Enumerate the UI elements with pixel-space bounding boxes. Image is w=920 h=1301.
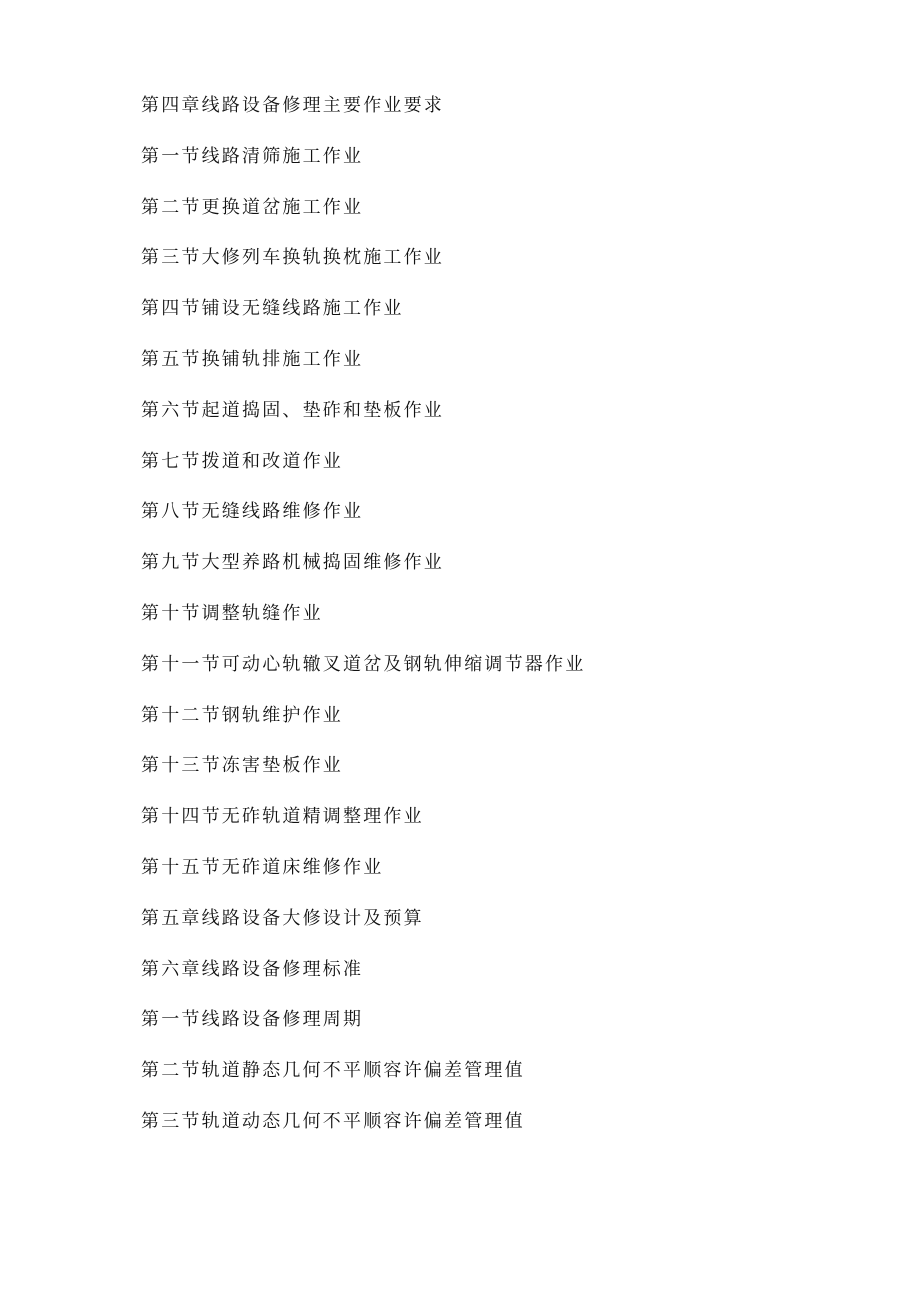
toc-item: 第十节调整轨缝作业 — [141, 602, 323, 624]
toc-item: 第一节线路设备修理周期 — [141, 1009, 364, 1031]
toc-item: 第九节大型养路机械捣固维修作业 — [141, 552, 444, 574]
toc-item: 第三节大修列车换轨换枕施工作业 — [141, 247, 444, 269]
toc-item: 第十一节可动心轨辙叉道岔及钢轨伸缩调节器作业 — [141, 653, 586, 675]
toc-item: 第十四节无砟轨道精调整理作业 — [141, 806, 424, 828]
toc-item: 第十三节冻害垫板作业 — [141, 755, 343, 777]
toc-item: 第五章线路设备大修设计及预算 — [141, 907, 424, 929]
toc-item: 第五节换铺轨排施工作业 — [141, 348, 364, 370]
toc-item: 第三节轨道动态几何不平顺容许偏差管理值 — [141, 1110, 525, 1132]
toc-item: 第四节铺设无缝线路施工作业 — [141, 298, 404, 320]
toc-item: 第六节起道捣固、垫砟和垫板作业 — [141, 399, 444, 421]
toc-item: 第二节轨道静态几何不平顺容许偏差管理值 — [141, 1060, 525, 1082]
toc-item: 第六章线路设备修理标准 — [141, 958, 364, 980]
table-of-contents — [141, 92, 585, 1159]
toc-item: 第八节无缝线路维修作业 — [141, 501, 364, 523]
toc-item: 第四章线路设备修理主要作业要求 — [141, 95, 444, 116]
toc-item: 第二节更换道岔施工作业 — [141, 196, 364, 218]
toc-item: 第十五节无砟道床维修作业 — [141, 856, 384, 878]
toc-item: 第七节拨道和改道作业 — [141, 450, 343, 472]
toc-item: 第一节线路清筛施工作业 — [141, 145, 364, 167]
toc-item: 第十二节钢轨维护作业 — [141, 704, 343, 726]
